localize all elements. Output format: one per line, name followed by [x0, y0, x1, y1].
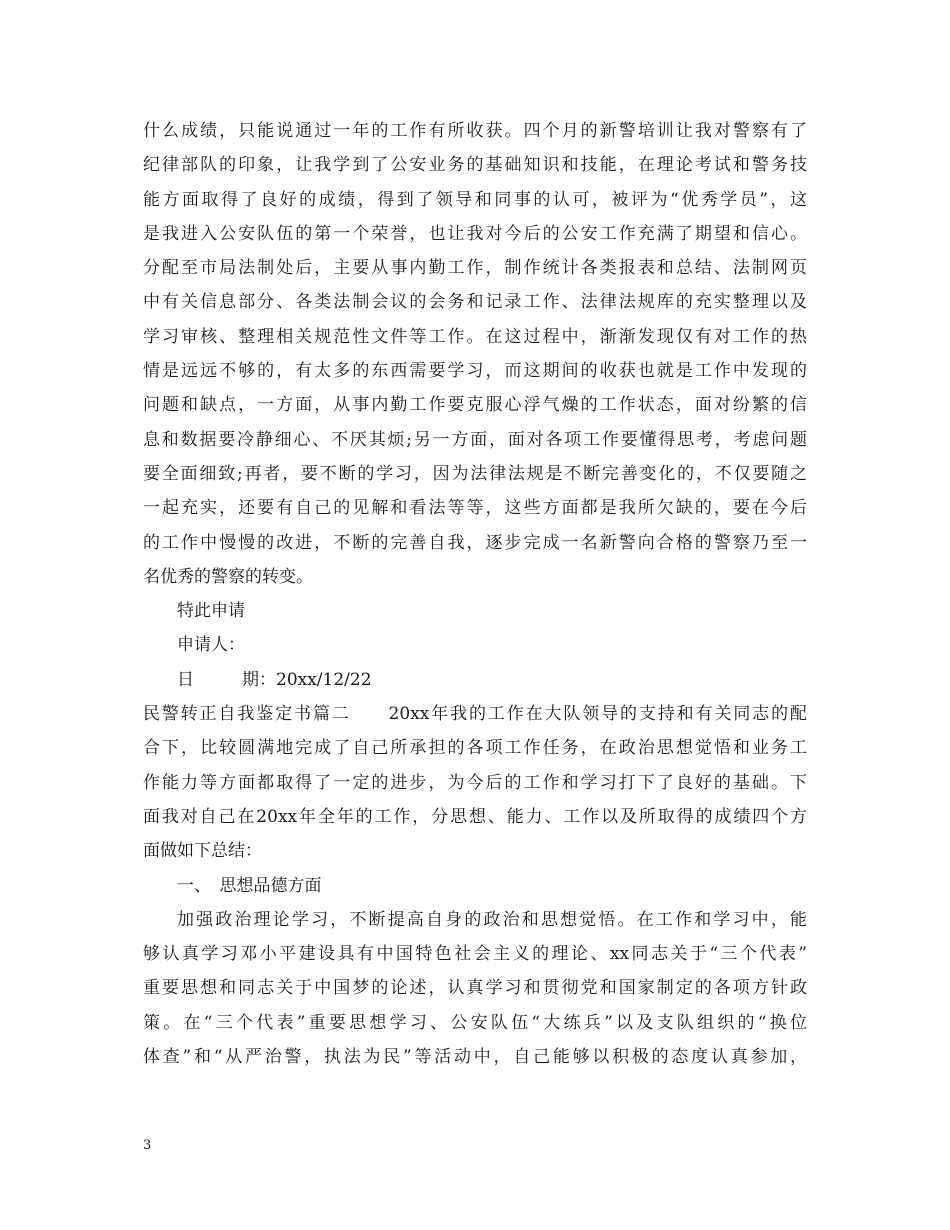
paragraph-line: 要全面细致;再者，要不断的学习，因为法律法规是不断完善变化的，不仅要随之 [143, 463, 807, 484]
paragraph-line: 体查”和“从严治警，执法为民”等活动中，自己能够以积极的态度认真参加， [143, 1047, 807, 1068]
paragraph-line: 加强政治理论学习，不断提高自身的政治和思想觉悟。在工作和学习中，能 [177, 909, 807, 930]
paragraph-line: 中有关信息部分、各类法制会议的会务和记录工作、法律法规库的充实整理以及 [143, 292, 807, 313]
paragraph-line: 名优秀的警察的转变。 [143, 566, 313, 587]
date-label: 日 [177, 669, 194, 690]
document-body [143, 114, 807, 1074]
paragraph-line: 什么成绩，只能说通过一年的工作有所收获。四个月的新警培训让我对警察有了 [143, 121, 807, 141]
paragraph-line: 是我进入公安队伍的第一个荣誉，也让我对今后的公安工作充满了期望和信心。 [143, 223, 807, 244]
paragraph-line: 够认真学习邓小平建设具有中国特色社会主义的理论、xx同志关于“三个代表” [143, 944, 807, 965]
section-line: 合下，比较圆满地完成了自己所承担的各项工作任务，在政治思想觉悟和业务工 [143, 738, 807, 759]
closing-text: 特此申请 [177, 601, 245, 622]
applicant-label: 申请人： [177, 635, 245, 656]
page-number: 3 [143, 1138, 152, 1153]
paragraph-line: 纪律部队的印象，让我学到了公安业务的基础知识和技能，在理论考试和警务技 [143, 155, 807, 176]
paragraph-line: 息和数据要冷静细心、不厌其烦;另一方面，面对各项工作要懂得思考，考虑问题 [143, 429, 807, 450]
paragraph-line: 能方面取得了良好的成绩，得到了领导和同事的认可，被评为“优秀学员”，这 [143, 189, 807, 210]
paragraph-line: 分配至市局法制处后，主要从事内勤工作，制作统计各类报表和总结、法制网页 [143, 258, 807, 279]
paragraph-line: 情是远远不够的，有太多的东西需要学习，而这期间的收获也就是工作中发现的 [143, 361, 807, 382]
paragraph-line: 问题和缺点，一方面，从事内勤工作要克服心浮气燥的工作状态，面对纷繁的信 [143, 395, 807, 416]
paragraph-line: 一起充实，还要有自己的见解和看法等等，这些方面都是我所欠缺的，要在今后 [143, 498, 807, 519]
paragraph-line: 学习审核、整理相关规范性文件等工作。在这过程中，渐渐发现仅有对工作的热 [143, 326, 807, 347]
date-value: 期：20xx/12/22 [242, 669, 372, 690]
date-line [143, 663, 807, 697]
section-line: 面做如下总结： [143, 841, 262, 862]
section-line: 面我对自己在20xx年全年的工作，分思想、能力、工作以及所取得的成绩四个方 [143, 806, 807, 827]
section-line: 作能力等方面都取得了一定的进步，为今后的工作和学习打下了良好的基础。下 [143, 772, 807, 793]
paragraph-line: 策。在“三个代表”重要思想学习、公安队伍“大练兵”以及支队组织的“换位 [143, 1012, 807, 1033]
paragraph-line: 重要思想和同志关于中国梦的论述，认真学习和贯彻党和国家制定的各项方针政 [143, 978, 807, 999]
section-heading: 一、 思想品德方面 [177, 875, 322, 896]
section-line: 民警转正自我鉴定书篇二 20xx年我的工作在大队领导的支持和有关同志的配 [143, 704, 807, 725]
paragraph-line: 的工作中慢慢的改进，不断的完善自我，逐步完成一名新警向合格的警察乃至一 [143, 532, 807, 553]
